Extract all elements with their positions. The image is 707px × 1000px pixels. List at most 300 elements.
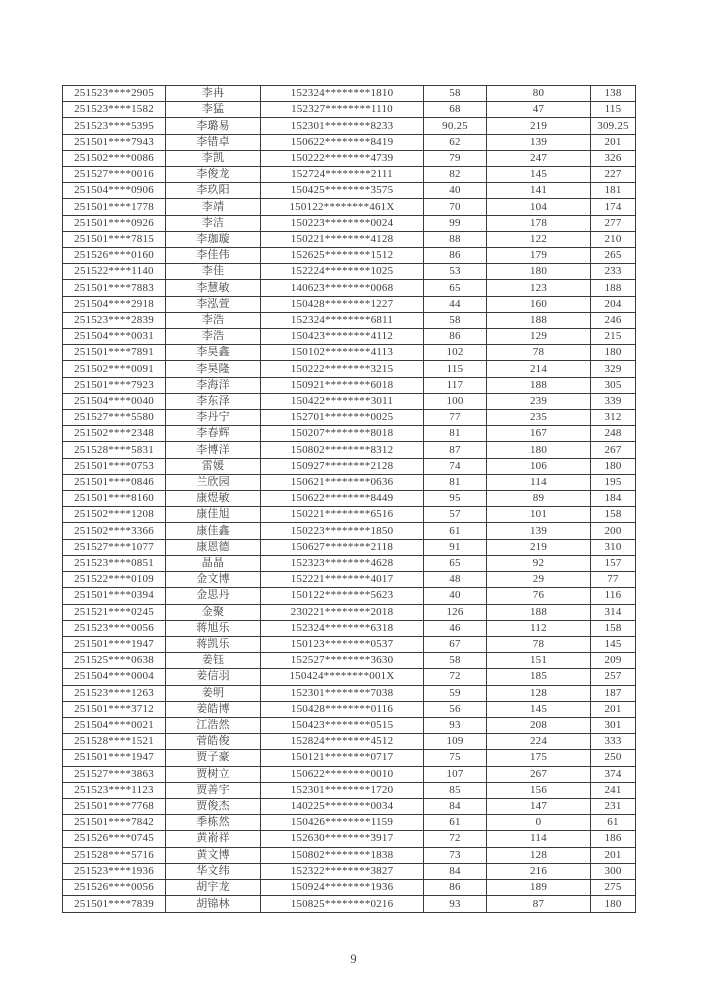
cell-id-number: 152527********3630: [261, 653, 424, 669]
cell-id-number: 150428********1227: [261, 296, 424, 312]
cell-candidate-name: 蒋旭乐: [166, 620, 261, 636]
cell-id-number: 140225********0034: [261, 798, 424, 814]
cell-id-number: 140623********0068: [261, 280, 424, 296]
cell-admission-number: 251502****3366: [63, 523, 166, 539]
table-row: [63, 669, 636, 685]
table-row: [63, 86, 636, 102]
cell-score-1: 59: [424, 685, 487, 701]
cell-score-1: 84: [424, 798, 487, 814]
cell-id-number: 152301********8233: [261, 118, 424, 134]
cell-score-total: 248: [591, 426, 636, 442]
cell-candidate-name: 江浩然: [166, 717, 261, 733]
cell-score-2: 78: [487, 345, 591, 361]
cell-score-total: 314: [591, 604, 636, 620]
cell-score-2: 189: [487, 879, 591, 895]
cell-score-1: 61: [424, 815, 487, 831]
cell-id-number: 150825********0216: [261, 896, 424, 913]
cell-candidate-name: 李泓萱: [166, 296, 261, 312]
cell-score-total: 312: [591, 410, 636, 426]
cell-admission-number: 251523****5395: [63, 118, 166, 134]
cell-admission-number: 251501****0394: [63, 588, 166, 604]
cell-score-2: 239: [487, 393, 591, 409]
cell-score-1: 81: [424, 474, 487, 490]
cell-score-2: 167: [487, 426, 591, 442]
cell-score-2: 267: [487, 766, 591, 782]
cell-candidate-name: 金文博: [166, 572, 261, 588]
cell-score-1: 70: [424, 199, 487, 215]
cell-candidate-name: 姜信羽: [166, 669, 261, 685]
score-table-body: [63, 86, 636, 913]
cell-id-number: 152724********2111: [261, 167, 424, 183]
cell-admission-number: 251504****0004: [63, 669, 166, 685]
cell-candidate-name: 黄嵛祥: [166, 831, 261, 847]
cell-admission-number: 251527****3863: [63, 766, 166, 782]
cell-score-2: 224: [487, 734, 591, 750]
table-row: [63, 782, 636, 798]
cell-admission-number: 251501****7883: [63, 280, 166, 296]
cell-candidate-name: 姜明: [166, 685, 261, 701]
cell-score-total: 215: [591, 329, 636, 345]
cell-admission-number: 251501****7842: [63, 815, 166, 831]
table-row: [63, 879, 636, 895]
cell-candidate-name: 菅皓俊: [166, 734, 261, 750]
cell-score-2: 139: [487, 523, 591, 539]
cell-score-total: 174: [591, 199, 636, 215]
cell-id-number: 152221********4017: [261, 572, 424, 588]
cell-score-2: 122: [487, 231, 591, 247]
cell-score-total: 201: [591, 701, 636, 717]
cell-score-2: 188: [487, 377, 591, 393]
cell-candidate-name: 李春辉: [166, 426, 261, 442]
cell-score-2: 76: [487, 588, 591, 604]
cell-admission-number: 251523****1123: [63, 782, 166, 798]
cell-id-number: 150221********6516: [261, 507, 424, 523]
table-row: [63, 410, 636, 426]
cell-score-total: 204: [591, 296, 636, 312]
cell-id-number: 152625********1512: [261, 248, 424, 264]
cell-id-number: 152224********1025: [261, 264, 424, 280]
table-row: [63, 685, 636, 701]
cell-score-total: 61: [591, 815, 636, 831]
cell-score-1: 73: [424, 847, 487, 863]
score-table: [62, 85, 636, 913]
cell-admission-number: 251501****8160: [63, 491, 166, 507]
cell-score-2: 178: [487, 215, 591, 231]
cell-score-1: 109: [424, 734, 487, 750]
cell-score-2: 141: [487, 183, 591, 199]
cell-score-2: 104: [487, 199, 591, 215]
cell-score-total: 180: [591, 458, 636, 474]
cell-score-total: 246: [591, 312, 636, 328]
cell-candidate-name: 李错卓: [166, 134, 261, 150]
cell-id-number: 152324********6811: [261, 312, 424, 328]
cell-candidate-name: 李丹宁: [166, 410, 261, 426]
cell-id-number: 150207********8018: [261, 426, 424, 442]
cell-score-1: 100: [424, 393, 487, 409]
cell-id-number: 150428********0116: [261, 701, 424, 717]
cell-id-number: 150621********0636: [261, 474, 424, 490]
cell-score-2: 101: [487, 507, 591, 523]
cell-score-1: 48: [424, 572, 487, 588]
cell-score-total: 184: [591, 491, 636, 507]
table-row: [63, 280, 636, 296]
cell-score-total: 277: [591, 215, 636, 231]
table-row: [63, 734, 636, 750]
cell-candidate-name: 康佳鑫: [166, 523, 261, 539]
cell-admission-number: 251501****0753: [63, 458, 166, 474]
cell-id-number: 150424********001X: [261, 669, 424, 685]
cell-score-2: 247: [487, 150, 591, 166]
cell-score-1: 126: [424, 604, 487, 620]
table-row: [63, 167, 636, 183]
cell-score-1: 72: [424, 831, 487, 847]
table-row: [63, 231, 636, 247]
table-row: [63, 766, 636, 782]
table-row: [63, 150, 636, 166]
cell-score-1: 56: [424, 701, 487, 717]
cell-score-2: 106: [487, 458, 591, 474]
cell-id-number: 150223********1850: [261, 523, 424, 539]
page-number: 9: [350, 952, 357, 966]
cell-admission-number: 251528****1521: [63, 734, 166, 750]
cell-score-total: 115: [591, 102, 636, 118]
cell-score-2: 208: [487, 717, 591, 733]
cell-admission-number: 251501****1778: [63, 199, 166, 215]
cell-score-1: 53: [424, 264, 487, 280]
table-row: [63, 847, 636, 863]
cell-score-total: 309.25: [591, 118, 636, 134]
cell-admission-number: 251526****0056: [63, 879, 166, 895]
cell-score-2: 29: [487, 572, 591, 588]
cell-score-1: 58: [424, 653, 487, 669]
cell-candidate-name: 胡锦林: [166, 896, 261, 913]
table-row: [63, 539, 636, 555]
cell-admission-number: 251528****5716: [63, 847, 166, 863]
cell-score-1: 84: [424, 863, 487, 879]
table-row: [63, 831, 636, 847]
cell-candidate-name: 康恩德: [166, 539, 261, 555]
cell-score-total: 305: [591, 377, 636, 393]
cell-score-1: 57: [424, 507, 487, 523]
cell-score-2: 145: [487, 701, 591, 717]
cell-score-1: 95: [424, 491, 487, 507]
cell-admission-number: 251523****1582: [63, 102, 166, 118]
cell-candidate-name: 李俊龙: [166, 167, 261, 183]
cell-admission-number: 251523****2839: [63, 312, 166, 328]
cell-admission-number: 251527****0016: [63, 167, 166, 183]
cell-admission-number: 251501****1947: [63, 636, 166, 652]
cell-candidate-name: 李博洋: [166, 442, 261, 458]
cell-id-number: 150622********8419: [261, 134, 424, 150]
table-row: [63, 701, 636, 717]
cell-score-2: 139: [487, 134, 591, 150]
cell-score-1: 61: [424, 523, 487, 539]
cell-id-number: 150802********1838: [261, 847, 424, 863]
cell-score-1: 58: [424, 312, 487, 328]
table-row: [63, 572, 636, 588]
cell-id-number: 150423********0515: [261, 717, 424, 733]
table-row: [63, 555, 636, 571]
cell-score-total: 138: [591, 86, 636, 102]
cell-score-1: 91: [424, 539, 487, 555]
table-row: [63, 491, 636, 507]
cell-id-number: 152322********3827: [261, 863, 424, 879]
cell-id-number: 150121********0717: [261, 750, 424, 766]
cell-candidate-name: 蒋凯乐: [166, 636, 261, 652]
cell-score-1: 68: [424, 102, 487, 118]
table-row: [63, 896, 636, 913]
cell-score-1: 79: [424, 150, 487, 166]
table-row: [63, 458, 636, 474]
cell-score-1: 62: [424, 134, 487, 150]
table-row: [63, 426, 636, 442]
cell-score-2: 128: [487, 847, 591, 863]
cell-candidate-name: 李浩: [166, 312, 261, 328]
cell-score-2: 180: [487, 264, 591, 280]
cell-score-total: 201: [591, 847, 636, 863]
cell-candidate-name: 李洁: [166, 215, 261, 231]
cell-admission-number: 251504****0040: [63, 393, 166, 409]
cell-candidate-name: 李佳: [166, 264, 261, 280]
cell-score-2: 128: [487, 685, 591, 701]
cell-id-number: 152301********7038: [261, 685, 424, 701]
cell-candidate-name: 李玖阳: [166, 183, 261, 199]
cell-admission-number: 251502****0086: [63, 150, 166, 166]
cell-score-total: 231: [591, 798, 636, 814]
cell-admission-number: 251502****0091: [63, 361, 166, 377]
cell-score-1: 67: [424, 636, 487, 652]
table-row: [63, 296, 636, 312]
table-row: [63, 215, 636, 231]
cell-id-number: 150627********2118: [261, 539, 424, 555]
cell-score-2: 180: [487, 442, 591, 458]
cell-candidate-name: 李佳伟: [166, 248, 261, 264]
cell-score-total: 265: [591, 248, 636, 264]
cell-score-total: 158: [591, 507, 636, 523]
cell-score-2: 112: [487, 620, 591, 636]
cell-id-number: 150102********4113: [261, 345, 424, 361]
table-row: [63, 118, 636, 134]
cell-score-1: 107: [424, 766, 487, 782]
cell-candidate-name: 胡宇龙: [166, 879, 261, 895]
cell-candidate-name: 李靖: [166, 199, 261, 215]
cell-score-1: 72: [424, 669, 487, 685]
cell-score-2: 114: [487, 831, 591, 847]
cell-score-1: 40: [424, 588, 487, 604]
table-row: [63, 588, 636, 604]
cell-score-1: 115: [424, 361, 487, 377]
cell-id-number: 150426********1159: [261, 815, 424, 831]
cell-score-total: 116: [591, 588, 636, 604]
cell-admission-number: 251504****0021: [63, 717, 166, 733]
cell-id-number: 230221********2018: [261, 604, 424, 620]
cell-admission-number: 251501****7815: [63, 231, 166, 247]
cell-id-number: 150924********1936: [261, 879, 424, 895]
cell-score-2: 47: [487, 102, 591, 118]
table-row: [63, 653, 636, 669]
cell-score-total: 181: [591, 183, 636, 199]
cell-score-total: 187: [591, 685, 636, 701]
cell-id-number: 150425********3575: [261, 183, 424, 199]
cell-score-total: 275: [591, 879, 636, 895]
cell-candidate-name: 李海洋: [166, 377, 261, 393]
cell-id-number: 150222********3215: [261, 361, 424, 377]
cell-score-1: 85: [424, 782, 487, 798]
cell-score-1: 86: [424, 329, 487, 345]
cell-candidate-name: 金思丹: [166, 588, 261, 604]
cell-score-2: 147: [487, 798, 591, 814]
table-row: [63, 312, 636, 328]
cell-candidate-name: 兰欣园: [166, 474, 261, 490]
cell-score-total: 186: [591, 831, 636, 847]
cell-id-number: 152630********3917: [261, 831, 424, 847]
cell-score-2: 145: [487, 167, 591, 183]
cell-score-1: 86: [424, 879, 487, 895]
cell-candidate-name: 雷媛: [166, 458, 261, 474]
cell-admission-number: 251526****0160: [63, 248, 166, 264]
cell-score-total: 300: [591, 863, 636, 879]
cell-id-number: 150221********4128: [261, 231, 424, 247]
cell-candidate-name: 金聚: [166, 604, 261, 620]
cell-candidate-name: 华文纬: [166, 863, 261, 879]
cell-score-total: 200: [591, 523, 636, 539]
table-row: [63, 345, 636, 361]
table-row: [63, 815, 636, 831]
table-row: [63, 750, 636, 766]
cell-id-number: 152324********1810: [261, 86, 424, 102]
cell-admission-number: 251527****5580: [63, 410, 166, 426]
cell-admission-number: 251522****1140: [63, 264, 166, 280]
cell-candidate-name: 李凯: [166, 150, 261, 166]
cell-admission-number: 251501****7923: [63, 377, 166, 393]
cell-score-total: 267: [591, 442, 636, 458]
table-row: [63, 474, 636, 490]
cell-score-1: 65: [424, 280, 487, 296]
cell-admission-number: 251501****7839: [63, 896, 166, 913]
table-row: [63, 183, 636, 199]
cell-admission-number: 251522****0109: [63, 572, 166, 588]
cell-candidate-name: 康佳旭: [166, 507, 261, 523]
cell-id-number: 150802********8312: [261, 442, 424, 458]
cell-candidate-name: 李浩: [166, 329, 261, 345]
cell-score-1: 74: [424, 458, 487, 474]
cell-admission-number: 251523****1263: [63, 685, 166, 701]
cell-admission-number: 251501****3712: [63, 701, 166, 717]
cell-id-number: 152701********0025: [261, 410, 424, 426]
cell-score-2: 219: [487, 118, 591, 134]
cell-score-1: 44: [424, 296, 487, 312]
cell-score-total: 180: [591, 896, 636, 913]
cell-candidate-name: 李璐易: [166, 118, 261, 134]
cell-score-total: 333: [591, 734, 636, 750]
cell-candidate-name: 贾俊杰: [166, 798, 261, 814]
cell-candidate-name: 黄文博: [166, 847, 261, 863]
cell-score-total: 77: [591, 572, 636, 588]
cell-score-total: 210: [591, 231, 636, 247]
cell-id-number: 150927********2128: [261, 458, 424, 474]
cell-admission-number: 251501****1947: [63, 750, 166, 766]
cell-score-2: 151: [487, 653, 591, 669]
cell-score-1: 40: [424, 183, 487, 199]
cell-score-2: 160: [487, 296, 591, 312]
cell-score-2: 175: [487, 750, 591, 766]
cell-score-total: 310: [591, 539, 636, 555]
cell-candidate-name: 康煜敏: [166, 491, 261, 507]
cell-id-number: 152323********4628: [261, 555, 424, 571]
cell-id-number: 150223********0024: [261, 215, 424, 231]
cell-id-number: 152324********6318: [261, 620, 424, 636]
cell-score-total: 301: [591, 717, 636, 733]
cell-admission-number: 251523****0851: [63, 555, 166, 571]
cell-score-1: 81: [424, 426, 487, 442]
table-row: [63, 264, 636, 280]
cell-admission-number: 251501****0926: [63, 215, 166, 231]
cell-candidate-name: 晶晶: [166, 555, 261, 571]
cell-id-number: 150423********4112: [261, 329, 424, 345]
cell-score-1: 82: [424, 167, 487, 183]
cell-score-total: 233: [591, 264, 636, 280]
cell-admission-number: 251523****0056: [63, 620, 166, 636]
cell-score-total: 374: [591, 766, 636, 782]
table-row: [63, 377, 636, 393]
cell-id-number: 150123********0537: [261, 636, 424, 652]
cell-admission-number: 251521****0245: [63, 604, 166, 620]
cell-score-total: 158: [591, 620, 636, 636]
cell-admission-number: 251525****0638: [63, 653, 166, 669]
cell-admission-number: 251528****5831: [63, 442, 166, 458]
cell-score-1: 86: [424, 248, 487, 264]
cell-score-total: 257: [591, 669, 636, 685]
cell-score-2: 188: [487, 312, 591, 328]
table-row: [63, 248, 636, 264]
cell-score-1: 102: [424, 345, 487, 361]
cell-id-number: 150921********6018: [261, 377, 424, 393]
cell-score-total: 339: [591, 393, 636, 409]
cell-score-1: 93: [424, 717, 487, 733]
cell-id-number: 150622********0010: [261, 766, 424, 782]
cell-admission-number: 251523****2905: [63, 86, 166, 102]
cell-score-total: 195: [591, 474, 636, 490]
cell-candidate-name: 李珈璇: [166, 231, 261, 247]
table-row: [63, 329, 636, 345]
cell-score-2: 179: [487, 248, 591, 264]
cell-admission-number: 251501****7768: [63, 798, 166, 814]
cell-id-number: 150622********8449: [261, 491, 424, 507]
cell-score-1: 75: [424, 750, 487, 766]
table-row: [63, 442, 636, 458]
cell-admission-number: 251502****1208: [63, 507, 166, 523]
table-row: [63, 620, 636, 636]
table-row: [63, 361, 636, 377]
cell-candidate-name: 李猛: [166, 102, 261, 118]
cell-candidate-name: 姜钰: [166, 653, 261, 669]
cell-score-total: 241: [591, 782, 636, 798]
cell-admission-number: 251504****0906: [63, 183, 166, 199]
table-row: [63, 863, 636, 879]
table-row: [63, 134, 636, 150]
cell-id-number: 150122********5623: [261, 588, 424, 604]
cell-admission-number: 251501****0846: [63, 474, 166, 490]
cell-score-1: 77: [424, 410, 487, 426]
cell-score-1: 87: [424, 442, 487, 458]
cell-candidate-name: 贾善宇: [166, 782, 261, 798]
cell-score-2: 123: [487, 280, 591, 296]
cell-score-1: 93: [424, 896, 487, 913]
cell-score-2: 188: [487, 604, 591, 620]
cell-score-total: 188: [591, 280, 636, 296]
cell-id-number: 150222********4739: [261, 150, 424, 166]
cell-candidate-name: 李慧敏: [166, 280, 261, 296]
